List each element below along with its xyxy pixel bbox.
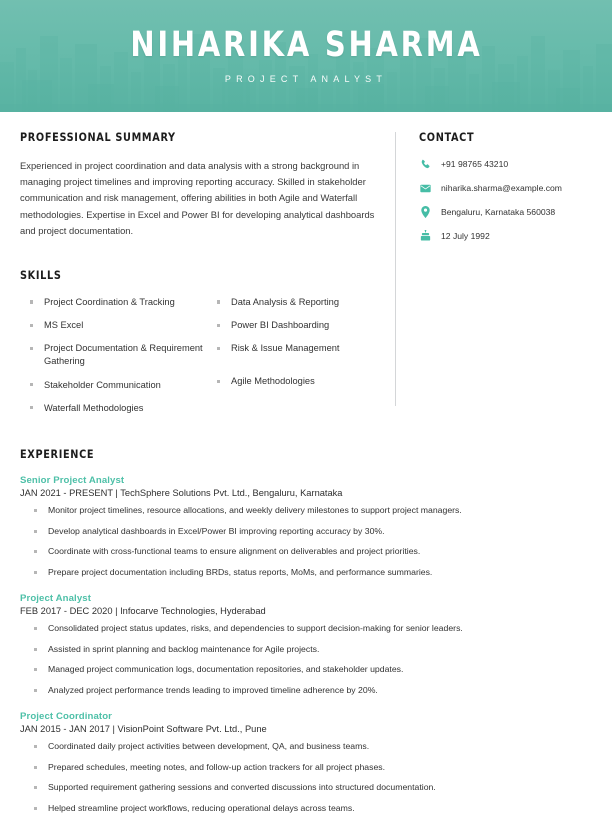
experience-heading: EXPERIENCE [20,446,95,461]
resume-body [0,130,612,815]
job-bullet: Consolidated project status updates, risks, and dependencies to support decision-making for senior leaders. [20,623,592,635]
experience-section [20,447,592,815]
job-bullet-list [20,741,592,815]
job-bullet: Prepared schedules, meeting notes, and follow-up action trackers for all project phases. [20,762,592,774]
job-bullet: Develop analytical dashboards in Excel/Power BI improving reporting accuracy by 30%. [20,526,592,538]
skills-right-column [207,296,394,425]
contact-phone-value: +91 98765 43210 [441,158,509,169]
skill-item: Data Analysis & Reporting [207,296,394,309]
right-column [396,130,589,425]
left-column [20,130,395,425]
job-bullet: Monitor project timelines, resource allocations, and weekly delivery milestones to support project managers. [20,505,592,517]
skills-left-column [20,296,207,425]
phone-icon [419,158,432,170]
contact-phone [419,158,589,170]
job-bullet: Supported requirement gathering sessions and converted discussions into structured documentation. [20,782,592,794]
job-title: Project Analyst [20,592,91,604]
skills-section [20,268,395,425]
experience-entry [20,593,592,697]
skill-item: Agile Methodologies [207,375,394,388]
job-bullet: Analyzed project performance trends leading to improved timeline adherence by 20%. [20,685,592,697]
job-bullet-list [20,623,592,697]
birthday-cake-icon [419,230,432,242]
contact-list [419,158,589,242]
job-bullet-list [20,505,592,579]
contact-heading: CONTACT [419,130,475,144]
job-meta: JAN 2021 - PRESENT | TechSphere Solutions Pvt. Ltd., Bengaluru, Karnataka [20,487,343,498]
job-meta: JAN 2015 - JAN 2017 | VisionPoint Software Pvt. Ltd., Pune [20,723,267,734]
contact-birthdate-value: 12 July 1992 [441,230,490,241]
skill-item: Waterfall Methodologies [20,402,207,415]
contact-email-value: niharika.sharma@example.com [441,182,562,193]
candidate-name: NIHARIKA SHARMA [129,25,483,65]
skill-item: MS Excel [20,319,207,332]
skill-item: Risk & Issue Management [207,342,394,355]
job-bullet: Managed project communication logs, documentation repositories, and stakeholder updates. [20,664,592,676]
job-bullet: Coordinate with cross-functional teams to ensure alignment on deliverables and project priorities. [20,546,592,558]
skill-item: Project Coordination & Tracking [20,296,207,309]
contact-location-value: Bengaluru, Karnataka 560038 [441,206,556,217]
skill-item: Project Documentation & Requirement Gathering [20,342,207,368]
contact-location [419,206,589,218]
contact-email [419,182,589,194]
skill-item: Power BI Dashboarding [207,319,394,332]
contact-birthdate [419,230,589,242]
job-title: Project Coordinator [20,710,112,722]
location-pin-icon [419,206,432,218]
job-meta: FEB 2017 - DEC 2020 | Infocarve Technologies, Hyderabad [20,605,266,616]
skills-heading: SKILLS [20,267,62,282]
job-bullet: Prepare project documentation including BRDs, status reports, MoMs, and performance summaries. [20,567,592,579]
professional-summary-section [20,130,395,239]
summary-text: Experienced in project coordination and data analysis with a strong background in managing project timelines and improving reporting accuracy. Skilled in stakeholder communication and risk management, offering abilities in both Agile and Waterfall methodologies. Expertise in Excel and Power BI for developing analytical dashboards and project documentation. [20,160,375,236]
job-bullet: Coordinated daily project activities between development, QA, and business teams. [20,741,592,753]
job-title: Senior Project Analyst [20,474,125,486]
job-bullet: Assisted in sprint planning and backlog maintenance for Agile projects. [20,644,592,656]
candidate-role: PROJECT ANALYST [224,74,388,84]
resume-header-banner [0,0,612,112]
envelope-icon [419,182,432,194]
experience-entry [20,475,592,579]
top-section [20,130,592,425]
summary-heading: PROFESSIONAL SUMMARY [20,130,176,144]
experience-entry [20,711,592,815]
skill-item: Stakeholder Communication [20,379,207,392]
job-bullet: Helped streamline project workflows, reducing operational delays across teams. [20,803,592,815]
